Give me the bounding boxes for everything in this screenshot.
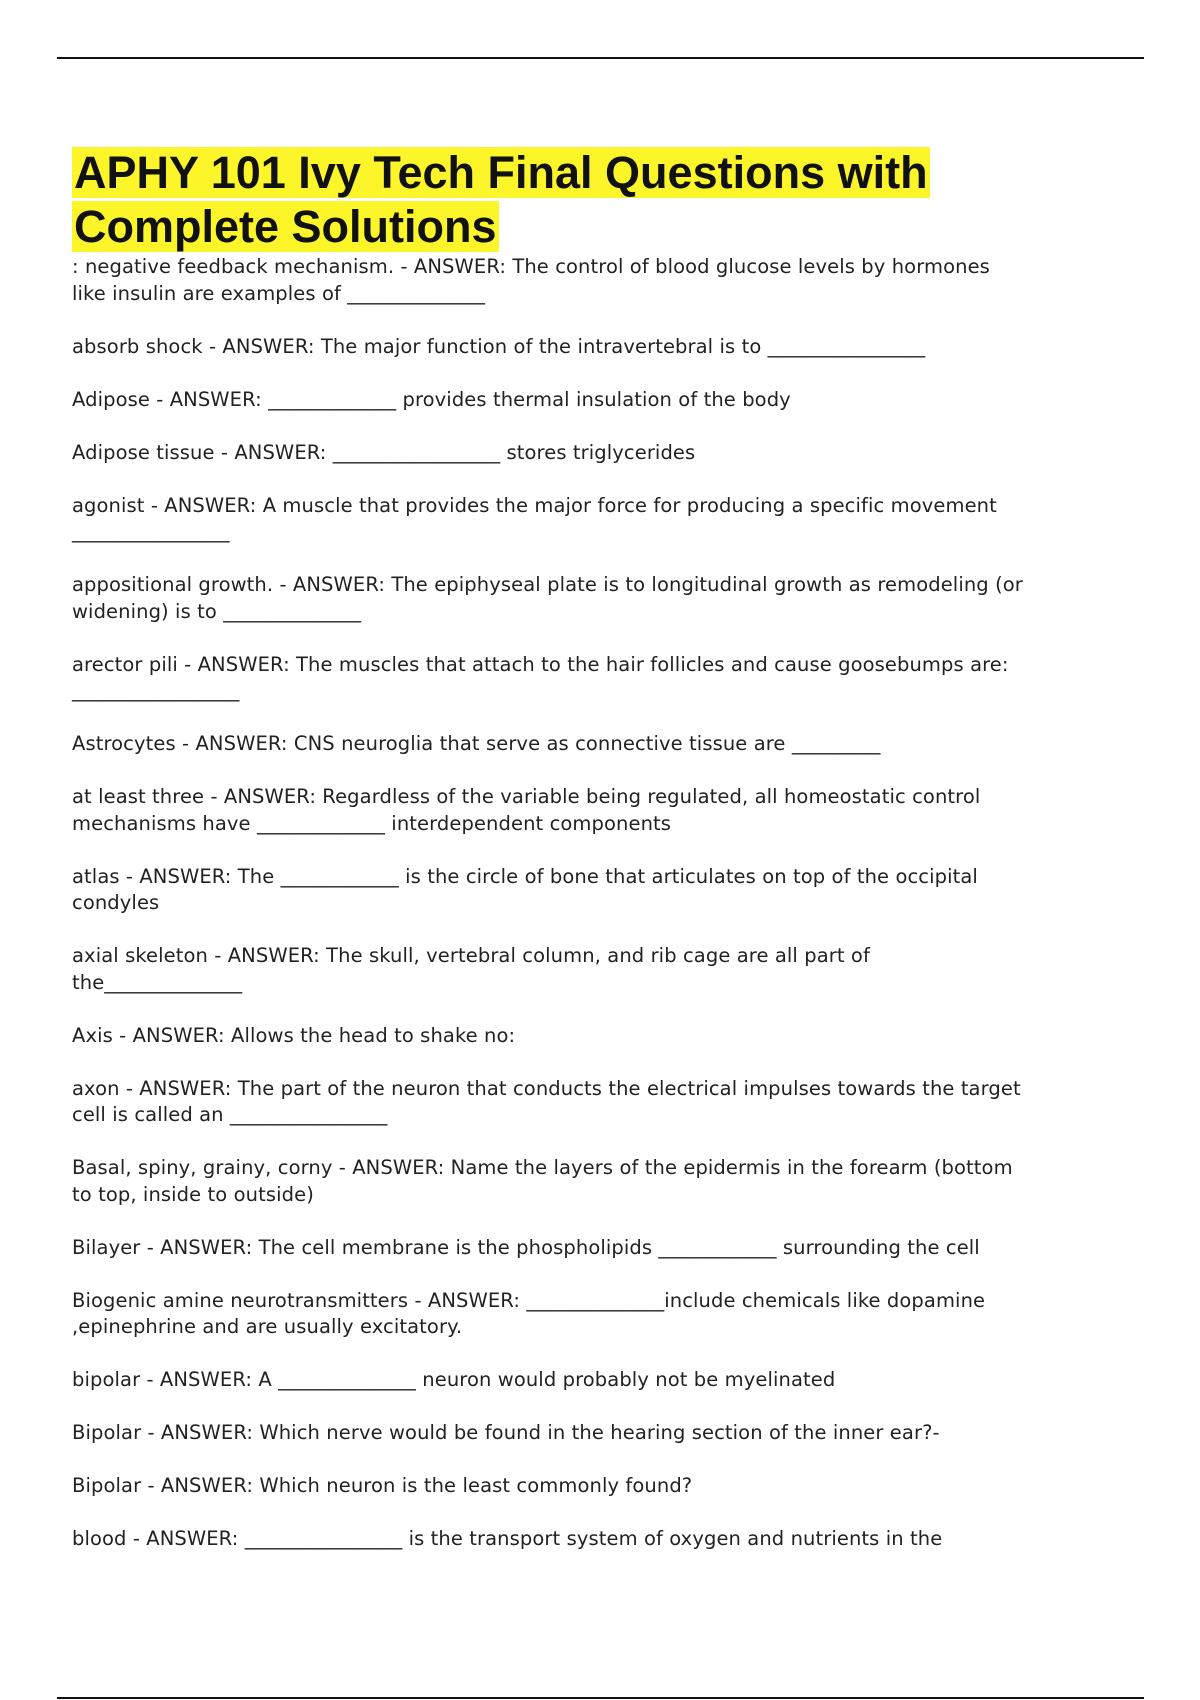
qa-entry (72, 1076, 1152, 1129)
qa-entry-line: Biogenic amine neurotransmitters - ANSWER: ______________include chemicals like dopamine (72, 1288, 986, 1312)
qa-entry-line: to top, inside to outside) (72, 1182, 314, 1206)
qa-entry (72, 1473, 1152, 1500)
qa-entry-line: ,epinephrine and are usually excitatory. (72, 1315, 463, 1338)
title-line-2: Complete Solutions (74, 201, 497, 252)
qa-entry-line: absorb shock - ANSWER: The major function of the intravertebral is to ________________ (72, 334, 926, 358)
qa-entry-line: bipolar - ANSWER: A ______________ neuron would probably not be myelinated (72, 1368, 836, 1391)
qa-entry-line: _________________ (72, 679, 240, 702)
qa-entry-line: : negative feedback mechanism. - ANSWER: The control of blood glucose levels by hormones (72, 255, 990, 278)
qa-entry-line: cell is called an ________________ (72, 1103, 388, 1126)
qa-entry-line: ________________ (72, 520, 230, 543)
qa-entry (72, 1367, 1152, 1394)
qa-entry-line: the______________ (72, 970, 243, 994)
document-title (72, 146, 1152, 254)
qa-entry-line: condyles (72, 891, 160, 914)
qa-entry-line: axon - ANSWER: The part of the neuron that conducts the electrical impulses towards the target (72, 1076, 1021, 1100)
qa-entry (72, 1235, 1152, 1262)
qa-entry (72, 1288, 1152, 1341)
qa-entry-line: Astrocytes - ANSWER: CNS neuroglia that serve as connective tissue are _________ (72, 732, 881, 755)
qa-entry (72, 334, 1152, 361)
qa-entry (72, 652, 1152, 705)
qa-entry (72, 1526, 1152, 1553)
qa-entry-line: at least three - ANSWER: Regardless of the variable being regulated, all homeostatic control (72, 785, 981, 808)
top-divider (57, 57, 1144, 59)
qa-entry (72, 1420, 1152, 1447)
qa-entry-line: Basal, spiny, grainy, corny - ANSWER: Name the layers of the epidermis in the forearm (bottom (72, 1156, 1013, 1179)
qa-entry (72, 1155, 1152, 1208)
qa-entry (72, 572, 1152, 625)
bottom-divider (57, 1697, 1144, 1699)
qa-entry-line: Bipolar - ANSWER: Which neuron is the least commonly found? (72, 1474, 693, 1497)
document-body (72, 146, 1152, 1579)
qa-entry-line: Adipose tissue - ANSWER: _________________ stores triglycerides (72, 440, 696, 464)
qa-entry (72, 784, 1152, 837)
qa-entry (72, 493, 1152, 546)
qa-entry (72, 943, 1152, 996)
qa-entry-line: Bilayer - ANSWER: The cell membrane is the phospholipids ____________ surrounding the cell (72, 1235, 980, 1259)
qa-entry (72, 1023, 1152, 1050)
qa-entry-line: mechanisms have _____________ interdependent components (72, 811, 672, 835)
qa-entry-line: Bipolar - ANSWER: Which nerve would be found in the hearing section of the inner ear?- (72, 1421, 940, 1444)
qa-entry-line: blood - ANSWER: ________________ is the transport system of oxygen and nutrients in the (72, 1527, 943, 1550)
title-line-1: APHY 101 Ivy Tech Final Questions with (74, 147, 928, 198)
qa-list (72, 254, 1152, 1553)
qa-entry-line: arector pili - ANSWER: The muscles that attach to the hair follicles and cause goosebumps are: (72, 652, 1009, 676)
qa-entry (72, 254, 1152, 307)
qa-entry-line: agonist - ANSWER: A muscle that provides the major force for producing a specific movement (72, 493, 997, 517)
qa-entry (72, 731, 1152, 758)
qa-entry-line: axial skeleton - ANSWER: The skull, vertebral column, and rib cage are all part of (72, 944, 870, 967)
qa-entry (72, 864, 1152, 917)
qa-entry (72, 440, 1152, 467)
qa-entry-line: atlas - ANSWER: The ____________ is the circle of bone that articulates on top of the occipital (72, 864, 978, 888)
qa-entry-line: widening) is to ______________ (72, 599, 362, 623)
qa-entry-line: Adipose - ANSWER: _____________ provides thermal insulation of the body (72, 387, 791, 411)
qa-entry (72, 387, 1152, 414)
qa-entry-line: like insulin are examples of ______________ (72, 281, 486, 305)
qa-entry-line: appositional growth. - ANSWER: The epiphyseal plate is to longitudinal growth as remodeling (or (72, 573, 1023, 596)
qa-entry-line: Axis - ANSWER: Allows the head to shake no: (72, 1023, 516, 1047)
